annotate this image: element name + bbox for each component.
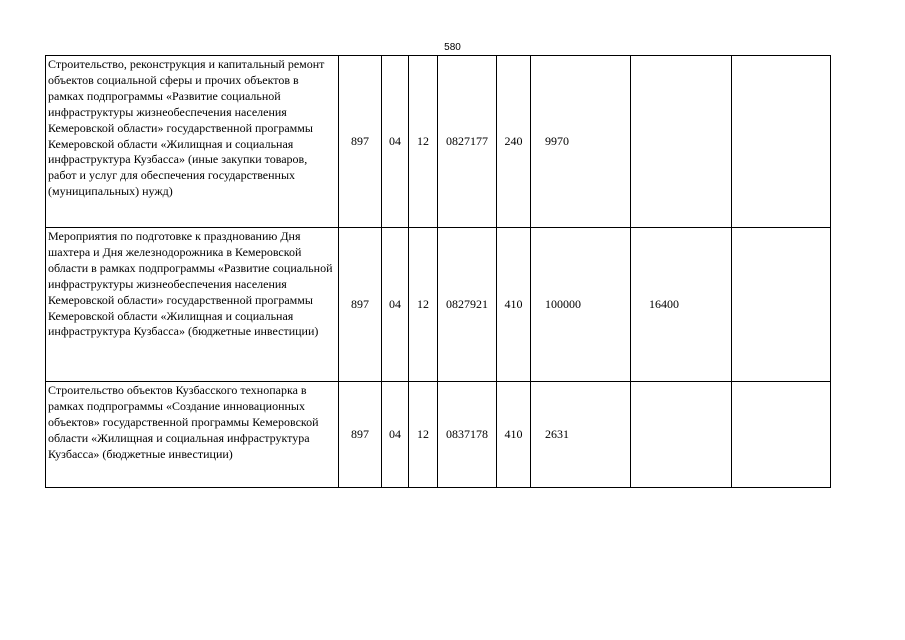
expense-type-code: 410 <box>497 382 531 488</box>
target-article-code: 0827921 <box>438 228 497 382</box>
amount-1: 2631 <box>531 382 631 488</box>
amount-3 <box>732 382 831 488</box>
table-row <box>46 56 831 228</box>
amount-2 <box>631 56 732 228</box>
row-description: Мероприятия по подготовке к празднованию Дня шахтера и Дня железнодорожника в Кемеровской области в рамках подпрограммы «Развитие социальной инфраструктуры жизнеобеспечения населения Кемеровской области» государственной программы Кемеровской области «Жилищная и социальная инфраструктура Кузбасса» (бюджетные инвестиции) <box>46 228 339 382</box>
row-description: Строительство объектов Кузбасского технопарка в рамках подпрограммы «Создание инновационных объектов» государственной программы Кемеровской области «Жилищная и социальная инфраструктура Кузбасса» (бюджетные инвестиции) <box>46 382 339 488</box>
amount-3 <box>732 228 831 382</box>
target-article-code: 0827177 <box>438 56 497 228</box>
expense-type-code: 240 <box>497 56 531 228</box>
target-article-code: 0837178 <box>438 382 497 488</box>
section-code: 04 <box>382 382 409 488</box>
subsection-code: 12 <box>409 228 438 382</box>
amount-3 <box>732 56 831 228</box>
section-code: 04 <box>382 56 409 228</box>
table-row <box>46 382 831 488</box>
amount-1: 9970 <box>531 56 631 228</box>
amount-2: 16400 <box>631 228 732 382</box>
ministry-code: 897 <box>339 56 382 228</box>
budget-table <box>45 55 831 488</box>
amount-2 <box>631 382 732 488</box>
amount-1: 100000 <box>531 228 631 382</box>
section-code: 04 <box>382 228 409 382</box>
ministry-code: 897 <box>339 382 382 488</box>
subsection-code: 12 <box>409 382 438 488</box>
ministry-code: 897 <box>339 228 382 382</box>
table-row <box>46 228 831 382</box>
page-number: 580 <box>444 42 461 53</box>
row-description: Строительство, реконструкция и капитальный ремонт объектов социальной сферы и прочих объектов в рамках подпрограммы «Развитие социальной инфраструктуры жизнеобеспечения населения Кемеровской области» государственной программы Кемеровской области «Жилищная и социальная инфраструктура Кузбасса» (иные закупки товаров, работ и услуг для обеспечения государственных (муниципальных) нужд) <box>46 56 339 228</box>
expense-type-code: 410 <box>497 228 531 382</box>
subsection-code: 12 <box>409 56 438 228</box>
